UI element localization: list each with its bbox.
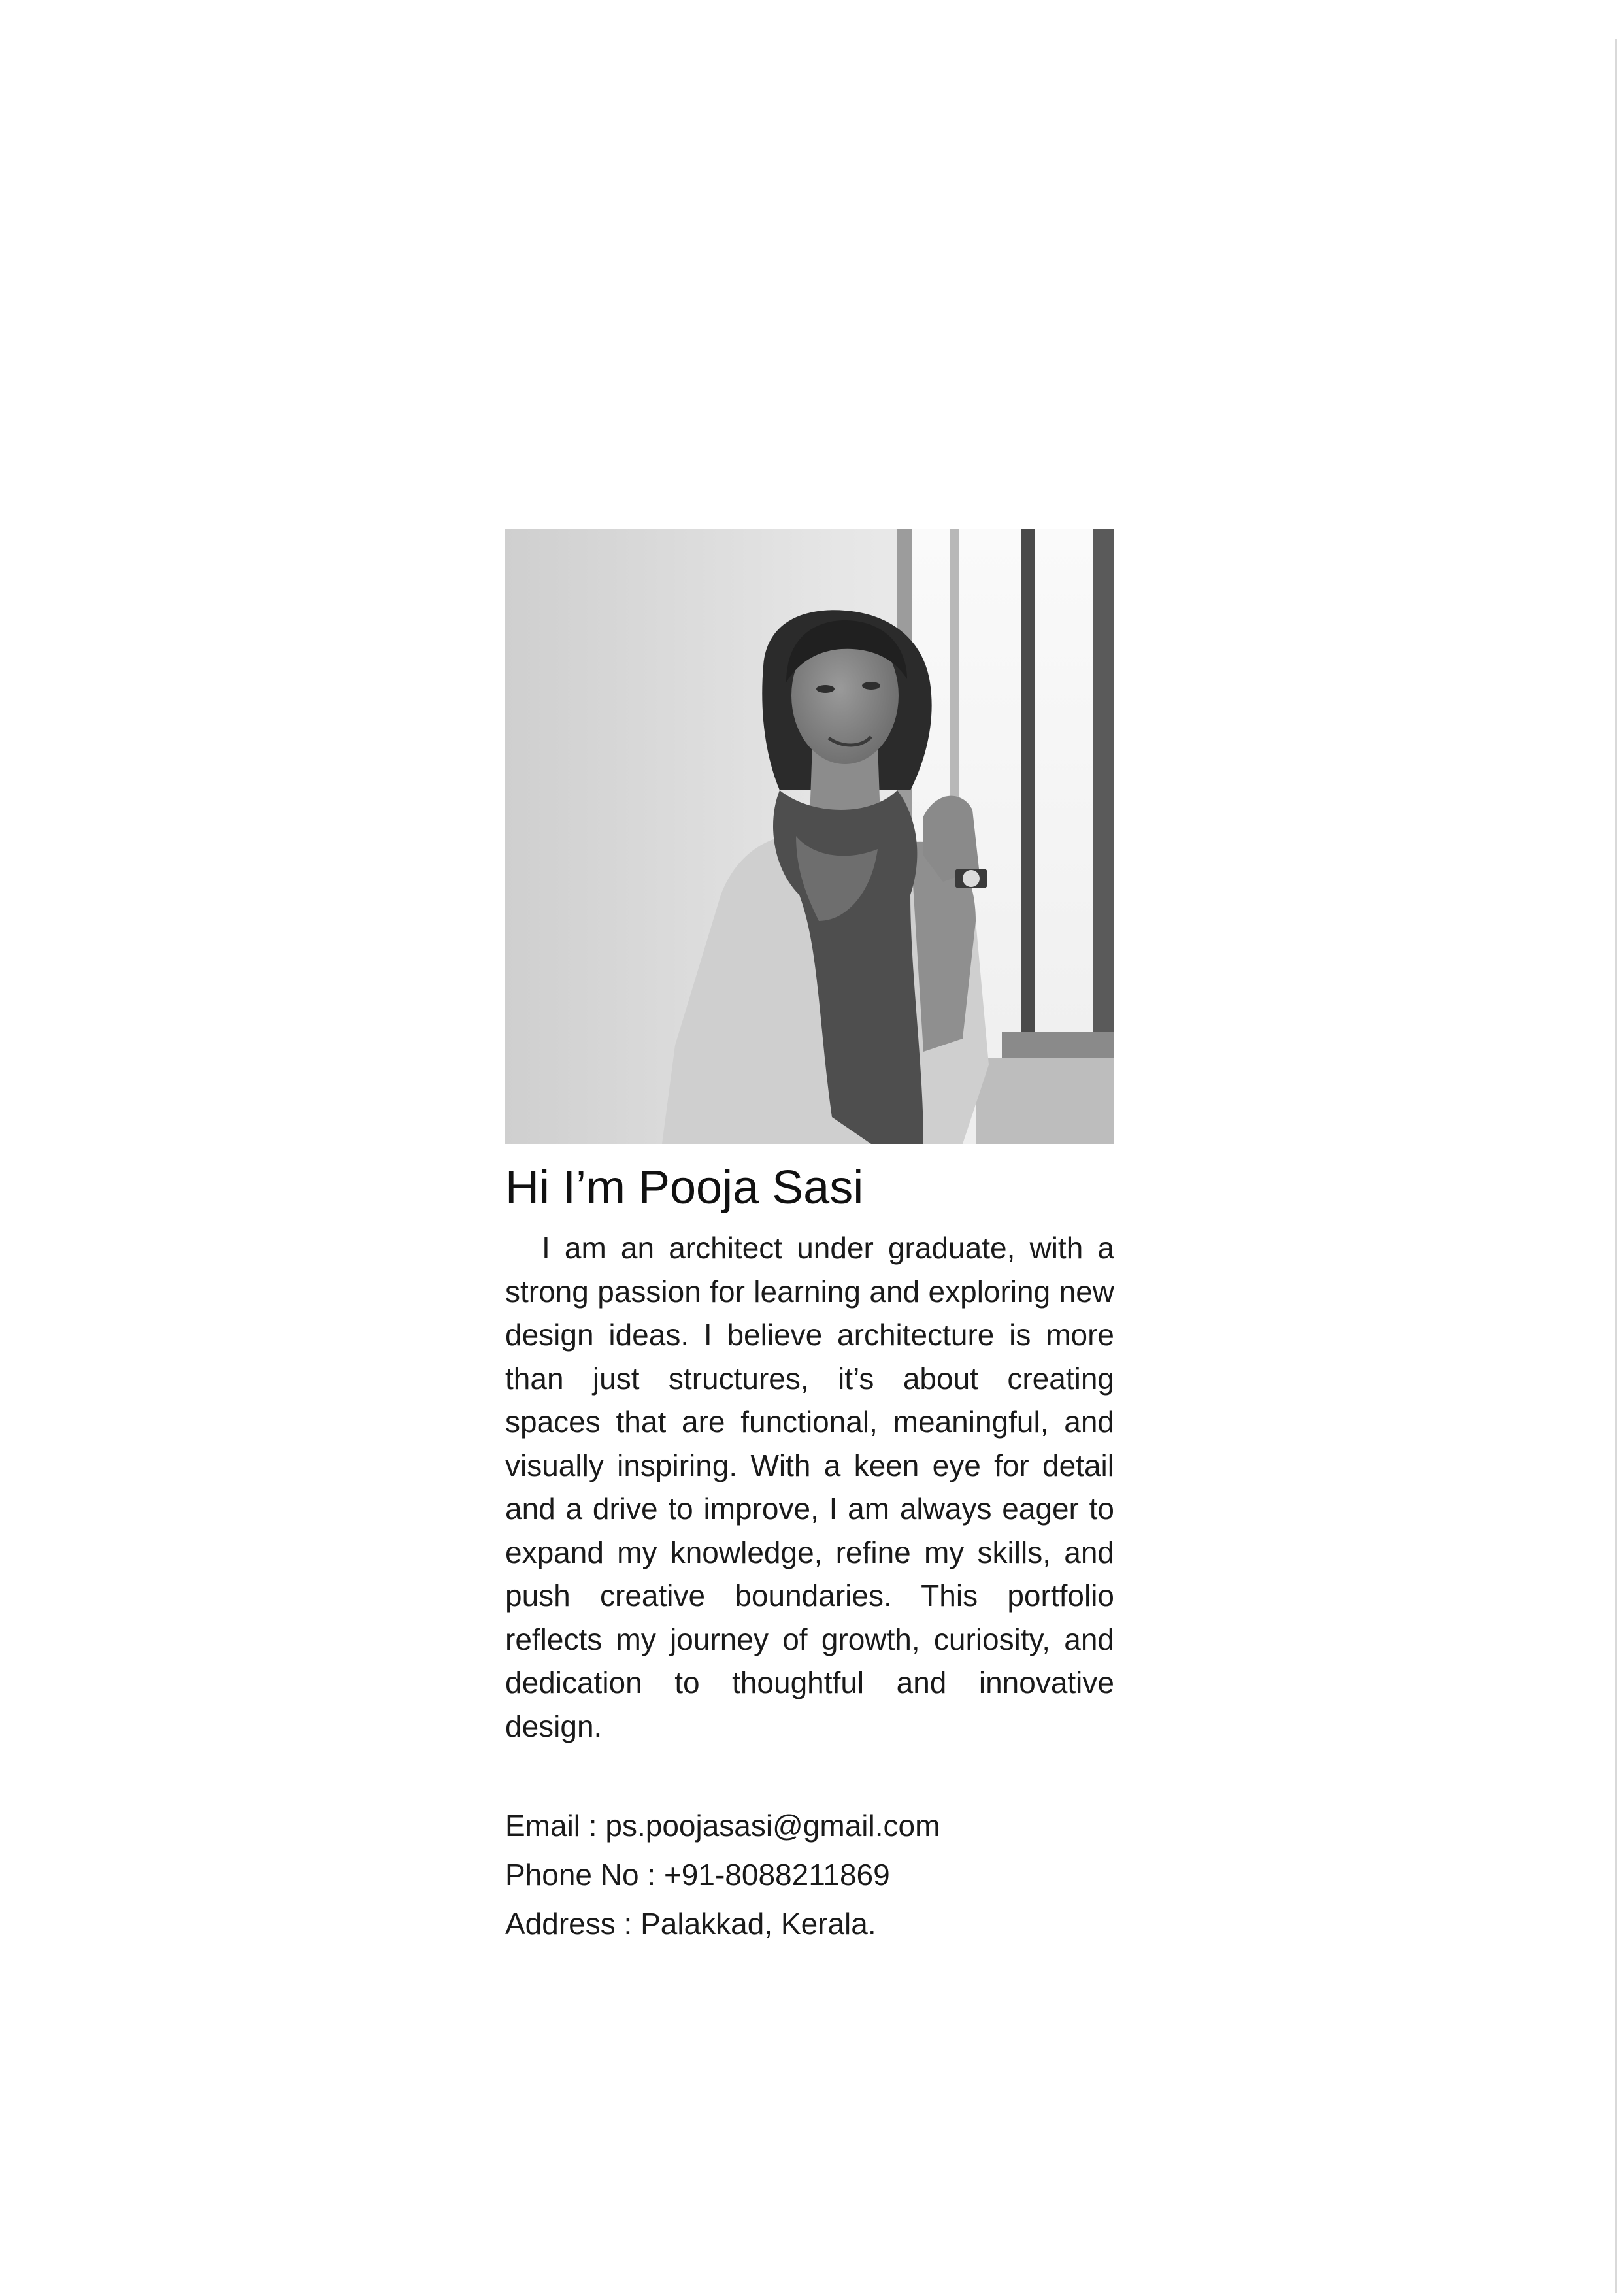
- contact-address-label: Address :: [505, 1907, 641, 1941]
- contact-email-label: Email :: [505, 1809, 606, 1843]
- profile-photo: [505, 529, 1114, 1144]
- contact-address-value: Palakkad, Kerala.: [640, 1907, 876, 1941]
- contact-details: [505, 1801, 1114, 1949]
- contact-address-line: [505, 1900, 1114, 1949]
- profile-bio: I am an architect under graduate, with a strong passion for learning and exploring new design ideas. I believe architecture is more than just structures, it’s about creating spaces that are functional, meaningful, and visually inspiring. With a keen eye for detail and a drive to improve, I am always eager to expand my knowledge, refine my skills, and push creative boundaries. This portfolio reflects my journey of growth, curiosity, and dedication to thoughtful and innovative design.: [505, 1231, 1114, 1743]
- page-edge-divider: [1615, 39, 1617, 2293]
- contact-phone-label: Phone No :: [505, 1858, 664, 1892]
- contact-phone-value[interactable]: +91-8088211869: [663, 1858, 890, 1892]
- profile-greeting: Hi I’m Pooja Sasi: [505, 1162, 864, 1214]
- profile-section: [505, 529, 1114, 1949]
- contact-email-line: [505, 1801, 1114, 1850]
- contact-email-value[interactable]: ps.poojasasi@gmail.com: [605, 1809, 940, 1843]
- contact-phone-line: [505, 1850, 1114, 1900]
